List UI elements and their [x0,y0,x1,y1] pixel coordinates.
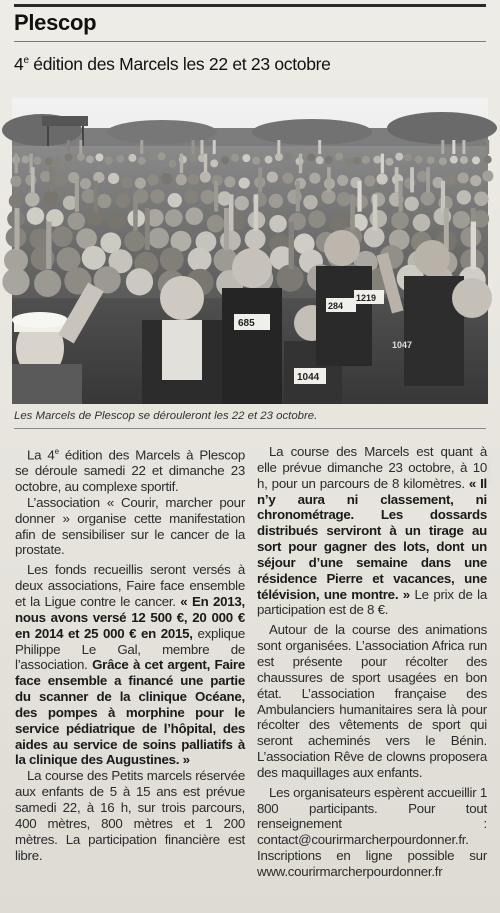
crowd-head [147,174,158,185]
crowd-raised-arm [200,140,203,154]
bib-number-1: 685 [238,318,255,329]
crowd-raised-arm [49,167,53,192]
crowd-head [245,229,266,250]
crowd-head [2,268,29,295]
crowd-head [138,157,146,165]
crowd-head [10,176,21,187]
crowd-head [482,170,493,181]
crowd-head [135,178,146,189]
crowd-head [265,156,273,164]
crowd-head [165,209,183,227]
crowd-head [373,156,381,164]
crowd-raised-arm [133,194,138,230]
crowd-raised-arm [441,181,445,212]
crowd-head [377,173,388,184]
crowd-head [335,153,343,161]
crowd-raised-arm [46,222,51,270]
crowd-raised-arm [296,181,300,212]
ordinal-suffix: e [54,447,59,456]
paragraph-text: La course des Marcels est quant à elle prévue dimanche 23 octobre, à 10 h, pour un parcours de 8 kilomètres. [257,444,487,491]
crowd-head [364,175,375,186]
crowd-raised-arm [299,154,302,174]
crowd-head [239,177,250,188]
headline-number: 4 [14,54,24,74]
crowd-head [457,190,471,204]
crowd-head [269,194,283,208]
section-title: Plescop [14,10,97,35]
crowd-head [224,176,235,187]
headline-text: édition des Marcels les 22 et 23 octobre [28,54,331,74]
crowd-raised-arm [258,167,262,192]
crowd-head [105,156,113,164]
crowd-head [108,212,126,230]
crowd-raised-arm [350,194,355,230]
crowd-head [444,174,455,185]
crowd-head [234,196,248,210]
paragraph-text: explique Philippe Le Gal, membre de l’association. [15,625,245,673]
crowd-raised-arm [395,167,399,192]
photo-credit: Archives [486,458,493,485]
crowd-raised-arm [277,140,280,154]
crowd-head [77,153,85,161]
crowd-raised-arm [31,167,35,192]
crowd-head [149,153,157,161]
caption-rule [14,428,486,429]
crowd-head [160,247,184,271]
crowd-raised-arm [140,140,143,154]
bib-number-3: 1219 [356,293,377,303]
crowd-raised-arm [180,154,183,174]
crowd-raised-arm [214,181,218,212]
crowd-head [345,158,353,166]
article-column-left [15,444,245,863]
crowd-head [161,173,172,184]
crowd-head [284,152,292,160]
crowd-head [362,156,370,164]
crowd-head [452,211,470,229]
paragraph [15,562,245,768]
crowd-head [65,153,73,161]
crowd-head [128,154,136,162]
crowd-raised-arm [357,181,361,212]
crowd-head [207,215,225,233]
crowd-raised-arm [426,167,430,192]
crowd-head [391,212,409,230]
top-rule [14,4,486,7]
crowd-head [45,157,53,165]
crowd-raised-arm [410,167,414,192]
crowd-head [385,158,393,166]
crowd-raised-arm [289,222,294,270]
bib-number-5: 1044 [297,372,320,383]
crowd-head [472,156,480,164]
bib-number-4: 1047 [392,340,413,350]
crowd-head [231,154,239,162]
crowd-head [33,157,41,165]
crowd-raised-arm [229,194,234,230]
paragraph: La course des Petits marcels réservée aux enfants de 5 à 15 ans est prévue samedi 22, à 16 h, sur trois parcours, 400 mètres, 800 mètres et 1 200 mètres. La participation financière est libre. [15,768,245,863]
crowd-head [337,175,348,186]
crowd-head [460,156,468,164]
crowd-raised-arm [204,154,207,174]
crowd-head [337,192,351,206]
crowd-head [220,230,241,251]
crowd-head [269,215,287,233]
crowd-raised-arm [441,140,444,154]
crowd-head [307,153,315,161]
crowd-head [413,214,431,232]
crowd-raised-arm [399,181,403,212]
paragraph [15,444,245,495]
crowd-head [116,155,124,163]
crowd-head [54,157,62,165]
crowd-head [116,194,130,208]
crowd-head [34,270,61,297]
crowd-head [80,178,91,189]
crowd-head [25,192,39,206]
crowd-head [148,228,169,249]
crowd-head [56,176,67,187]
crowd-head [242,154,250,162]
crowd-head [369,210,387,228]
article-headline [14,54,486,75]
crowd-head [404,197,418,211]
crowd-head [427,156,435,164]
crowd-head [27,207,45,225]
crowd-head [309,173,320,184]
crowd-head [108,173,119,184]
crowd-raised-arm [15,208,20,250]
paragraph: Les organisateurs espèrent accueillir 1 800 participants. Pour tout renseignement : contact@courirmarcherpourdonner.fr. Inscriptions en ligne possible sur www.courirmarcherpourdonner.fr [257,784,487,879]
crowd-raised-arm [94,181,98,212]
crowd-raised-arm [15,154,18,174]
crowd-head [185,207,203,225]
crowd-head [158,152,166,160]
crowd-raised-arm [486,140,489,154]
crowd-head [415,156,423,164]
crowd-raised-arm [327,167,331,192]
headline-suffix: e [23,55,29,67]
crowd-head [474,192,488,206]
bib-number-2: 284 [328,301,344,311]
crowd-head [189,154,197,162]
crowd-head [282,173,293,184]
crowd-raised-arm [318,140,321,154]
crowd-head [95,153,103,161]
photo-caption: Les Marcels de Plescop se dérouleront les 22 et 23 octobre. [14,410,318,422]
crowd-head [168,193,182,207]
paragraph: L’association « Courir, marcher pour donner » organise cette manifestation afin de sensibiliser sur le cancer de la prostate. [15,494,245,558]
paragraph: Autour de la course des animations sont organisées. L’association Africa run est présente pour récolter des chaussures de sport usagées en bon état. L’association française des Ambulanciers humanitaires sera là pour récolter des vêtements de sport qui seront acheminés vers le Bénin. L’association Rêve de clowns proposera des maquillages aux enfants. [257,622,487,780]
crowd-head [210,159,218,167]
crowd-head [439,157,447,165]
crowd-head [303,195,317,209]
crowd-head [484,156,492,164]
paragraph-text: La 4 [27,447,55,463]
paragraph [257,444,487,618]
crowd-head [395,153,403,161]
crowd-head [316,156,324,164]
crowd-head [188,247,212,271]
crowd-head [126,268,153,295]
crowd-head [40,171,51,182]
crowd-head [470,175,481,186]
crowd-head [353,157,361,165]
crowd-raised-arm [79,140,82,154]
section-rule [14,41,486,42]
crowd-raised-arm [444,208,449,250]
crowd-raised-arm [75,181,79,212]
quote-bold: « Il n’y aura ni classement, ni chronométrage. Les dossards distribués serviront à un tirage au sort pour gagner des lots, dont un séjour d’une semaine dans une résidence Pierre et vacances, une télévision, une montre. » [257,475,487,602]
crowd-head [97,194,111,208]
crowd-raised-arm [373,194,378,230]
crowd-raised-arm [462,140,465,154]
quote-bold: Grâce à cet argent, Faire face ensemble a financé une partie du scanner de la clinique Océane, des pompes à morphine pour le service pédiatrique de l’hôpital, des aides au service de soins palliatifs à la clinique des Augustines. » [15,657,245,768]
paragraph-text: Les fonds recueillis seront versés à deux associations, Faire face ensemble et la Ligue contre le cancer. [15,562,245,610]
crowd-raised-arm [254,194,259,230]
crowd-raised-arm [452,140,455,154]
crowd-head [82,246,106,270]
crowd-head [176,174,187,185]
crowd-raised-arm [224,208,229,250]
crowd-head [275,153,283,161]
paragraph-text: édition des Marcels à Plescop se déroule samedi 22 et dimanche 23 octobre, au complexe sportif. [15,447,245,495]
crowd-head [121,177,132,188]
crowd-raised-arm [192,140,195,154]
crowd-head [184,189,198,203]
paragraph-text: Le prix de la participation est de 8 €. [257,586,487,618]
crowd-head [124,231,145,252]
crowd-photo [12,98,488,404]
crowd-head [67,212,85,230]
crowd-head [450,156,458,164]
crowd-head [86,155,94,163]
crowd-raised-arm [471,222,476,270]
crowd-head [188,174,199,185]
crowd-head [52,226,73,247]
crowd-head [267,171,278,182]
crowd-head [150,189,164,203]
crowd-head [457,172,468,183]
crowd-head [201,190,215,204]
article-column-right [257,444,487,880]
crowd-raised-arm [67,140,70,154]
crowd-raised-arm [145,208,150,250]
quote-bold: « En 2013, nous avons versé 12 500 €, 20 000 € en 2014 et 25 000 € en 2015, [15,594,245,641]
crowd-raised-arm [381,154,384,174]
crowd-head [252,157,260,165]
crowd-raised-arm [213,140,216,154]
crowd-head [325,156,333,164]
crowd-head [404,153,412,161]
crowd-head [420,191,434,205]
crowd-head [21,156,29,164]
crowd-head [308,210,326,228]
crowd-head [168,160,176,168]
crowd-head [9,194,23,208]
crowd-head [221,156,229,164]
